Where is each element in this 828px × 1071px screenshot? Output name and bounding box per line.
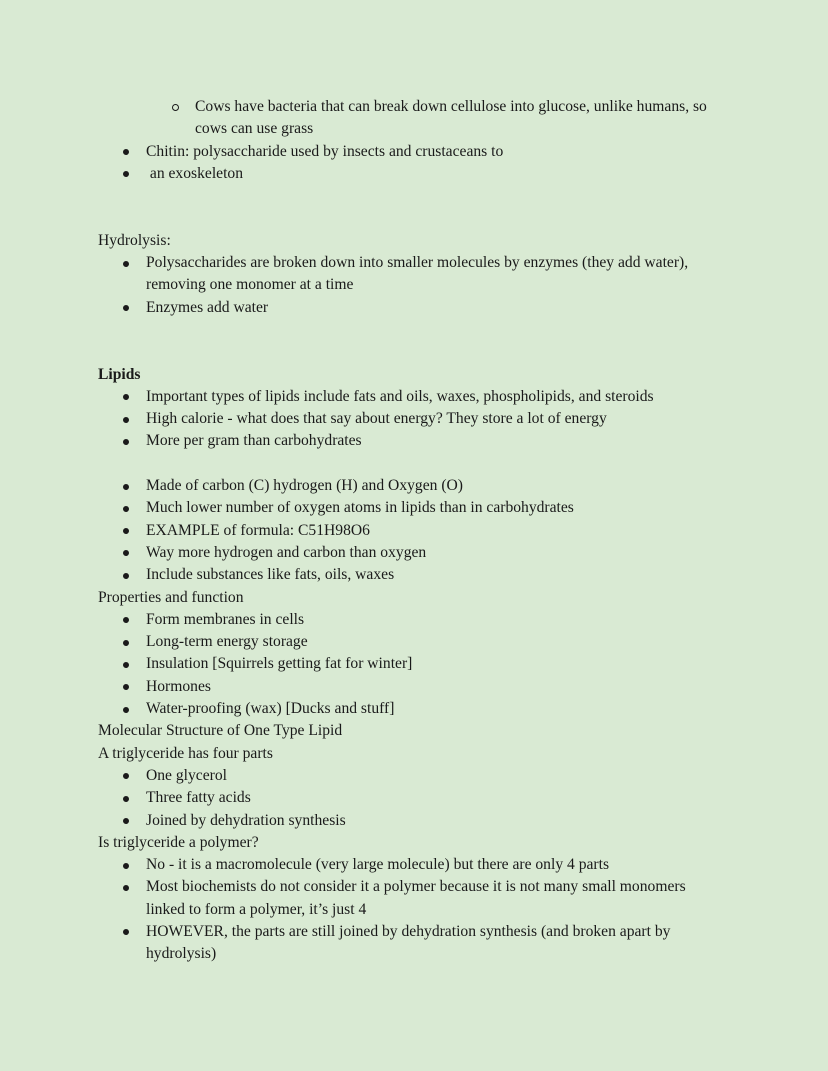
hydrolysis-heading: Hydrolysis: <box>98 231 171 249</box>
hydrolysis-list <box>98 252 738 319</box>
list-item: Form membranes in cells <box>98 609 738 631</box>
polymer-heading: Is triglyceride a polymer? <box>98 833 259 851</box>
list-item: High calorie - what does that say about energy? They store a lot of energy <box>98 408 738 430</box>
list-item: Insulation [Squirrels getting fat for winter] <box>98 653 738 675</box>
list-item: Much lower number of oxygen atoms in lipids than in carbohydrates <box>98 497 738 519</box>
structure-heading: Molecular Structure of One Type Lipid <box>98 722 343 740</box>
list-item: Long-term energy storage <box>98 631 738 653</box>
structure-subheading: A triglyceride has four parts <box>98 744 273 762</box>
list-item-sub: Cows have bacteria that can break down cellulose into glucose, unlike humans, so cows can use grass <box>98 96 715 141</box>
list-item: Polysaccharides are broken down into smaller molecules by enzymes (they add water), removing one monomer at a time <box>98 252 716 297</box>
structure-list <box>98 765 738 832</box>
list-item: EXAMPLE of formula: C51H98O6 <box>98 520 738 542</box>
list-item: Water-proofing (wax) [Ducks and stuff] <box>98 698 738 720</box>
list-item: Chitin: polysaccharide used by insects and crustaceans to <box>98 141 738 163</box>
lipids-list-b <box>98 475 738 586</box>
list-item: Important types of lipids include fats and oils, waxes, phospholipids, and steroids <box>98 386 738 408</box>
lipids-heading: Lipids <box>98 365 141 383</box>
document-page <box>98 96 738 966</box>
spacer <box>98 185 738 230</box>
list-item: Three fatty acids <box>98 787 738 809</box>
list-item: Most biochemists do not consider it a polymer because it is not many small monomers linked to form a polymer, it’s just 4 <box>98 876 706 921</box>
spacer <box>98 319 738 364</box>
list-item: Hormones <box>98 676 738 698</box>
list-item: Joined by dehydration synthesis <box>98 810 738 832</box>
list-item: No - it is a macromolecule (very large molecule) but there are only 4 parts <box>98 854 738 876</box>
list-item: One glycerol <box>98 765 738 787</box>
list-item: Made of carbon (C) hydrogen (H) and Oxygen (O) <box>98 475 738 497</box>
properties-list <box>98 609 738 720</box>
carbs-list <box>98 96 738 185</box>
list-item: More per gram than carbohydrates <box>98 430 738 452</box>
list-item: an exoskeleton <box>98 163 738 185</box>
list-item: HOWEVER, the parts are still joined by dehydration synthesis (and broken apart by hydrolysis) <box>98 921 731 966</box>
polymer-list <box>98 854 738 965</box>
lipids-list-a <box>98 386 738 453</box>
list-item: Enzymes add water <box>98 297 738 319</box>
properties-heading: Properties and function <box>98 588 244 606</box>
list-item: Way more hydrogen and carbon than oxygen <box>98 542 738 564</box>
spacer <box>98 453 738 475</box>
list-item: Include substances like fats, oils, waxes <box>98 564 738 586</box>
